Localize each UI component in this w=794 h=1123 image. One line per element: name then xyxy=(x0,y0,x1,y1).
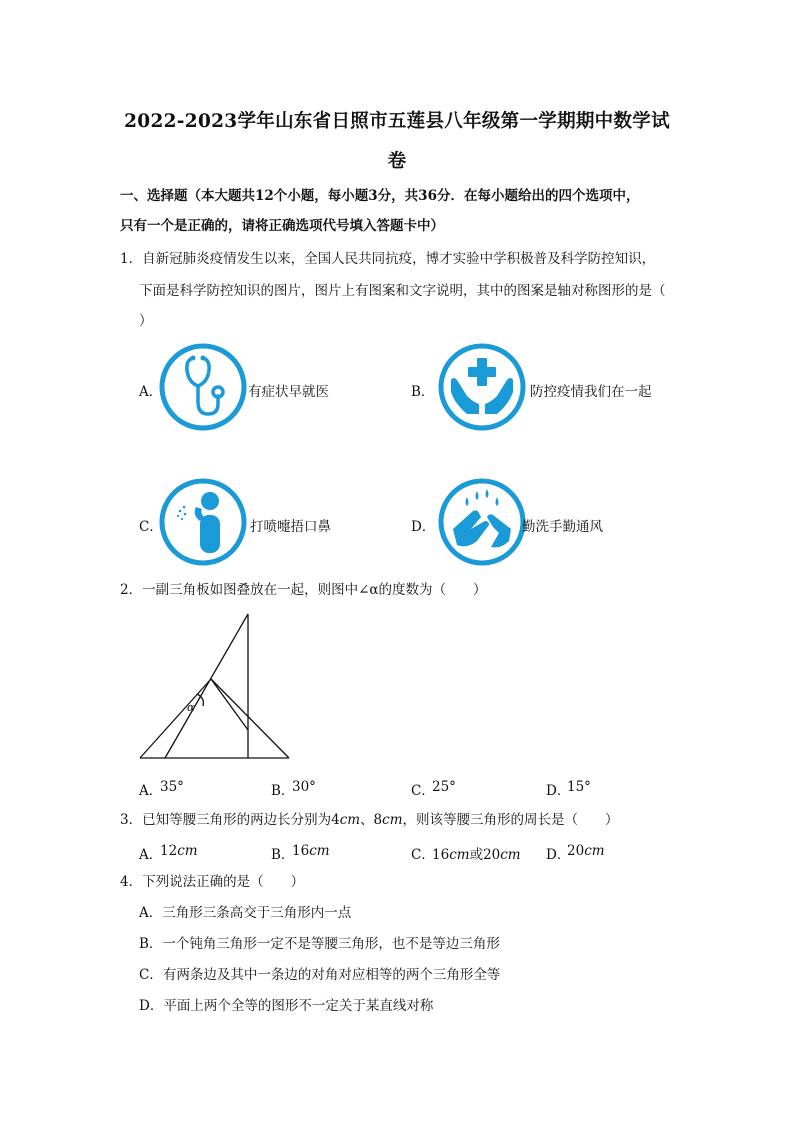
q1-option-d-text: 勤洗手勤通风 xyxy=(522,519,603,535)
q2-stem: 2．一副三角板如图叠放在一起，则图中∠α的度数为（ ） xyxy=(120,582,487,598)
q3-option-d-text: 20cm xyxy=(567,843,605,859)
q4-stem: 4．下列说法正确的是（ ） xyxy=(120,874,305,890)
q1-option-b-label: B． xyxy=(411,384,435,400)
q2-option-a-text: 35° xyxy=(160,779,184,795)
q2-option-d-text: 15° xyxy=(567,779,591,795)
q1-stem-line2: 下面是科学防控知识的图片，图片上有图案和文字说明，其中的图案是轴对称图形的是（ xyxy=(139,283,666,299)
q2-option-b-text: 30° xyxy=(292,779,316,795)
q1-option-b-text: 防控疫情我们在一起 xyxy=(530,384,652,400)
q4-option-d: D．平面上两个全等的图形不一定关于某直线对称 xyxy=(139,998,434,1014)
q2-option-a-label: A． xyxy=(139,783,163,799)
q3-option-c-text: 16cm或20cm xyxy=(432,847,521,863)
q3-option-a-text: 12cm xyxy=(160,843,198,859)
q3-option-b-label: B． xyxy=(271,847,295,863)
q4-option-c: C．有两条边及其中一条边的对角对应相等的两个三角形全等 xyxy=(139,967,501,983)
q3-option-c-label: C． xyxy=(411,847,435,863)
q1-option-a-text: 有症状早就医 xyxy=(248,384,329,400)
page-title: 2022-2023学年山东省日照市五莲县八年级第一学期期中数学试 xyxy=(124,111,670,132)
alpha-label: α xyxy=(187,701,195,714)
stethoscope-icon xyxy=(158,342,248,432)
q3-option-b-text: 16cm xyxy=(292,843,330,859)
q3-option-d-label: D． xyxy=(546,847,571,863)
q1-option-c-label: C． xyxy=(139,519,163,535)
hand-washing-icon xyxy=(437,477,527,567)
q3-option-a-label: A． xyxy=(139,847,163,863)
q4-option-a: A．三角形三条高交于三角形内一点 xyxy=(139,905,352,921)
section-heading-line1: 一、选择题（本大题共12个小题，每小题3分，共36分．在每小题给出的四个选项中， xyxy=(120,188,640,204)
q1-option-c-text: 打喷嚏捂口鼻 xyxy=(250,519,331,535)
q2-option-b-label: B． xyxy=(271,783,295,799)
q1-option-a-label: A． xyxy=(139,384,163,400)
page-title-continued: 卷 xyxy=(387,151,407,172)
q2-option-d-label: D． xyxy=(546,783,571,799)
section-heading-line2: 只有一个是正确的，请将正确选项代号填入答题卡中） xyxy=(120,218,444,234)
triangle-rulers-figure xyxy=(135,608,300,768)
q3-stem: 3．已知等腰三角形的两边长分别为4cm、8cm，则该等腰三角形的周长是（ ） xyxy=(120,812,619,828)
q1-stem-line3: ） xyxy=(139,313,153,329)
q2-option-c-label: C． xyxy=(411,783,435,799)
q1-option-d-label: D． xyxy=(411,519,436,535)
q4-option-b: B．一个钝角三角形一定不是等腰三角形，也不是等边三角形 xyxy=(139,936,500,952)
sneeze-person-icon xyxy=(158,477,248,567)
q1-stem-line1: 1．自新冠肺炎疫情发生以来，全国人民共同抗疫，博才实验中学积极普及科学防控知识， xyxy=(120,251,656,267)
hands-cross-icon xyxy=(437,342,527,432)
q2-option-c-text: 25° xyxy=(432,779,456,795)
